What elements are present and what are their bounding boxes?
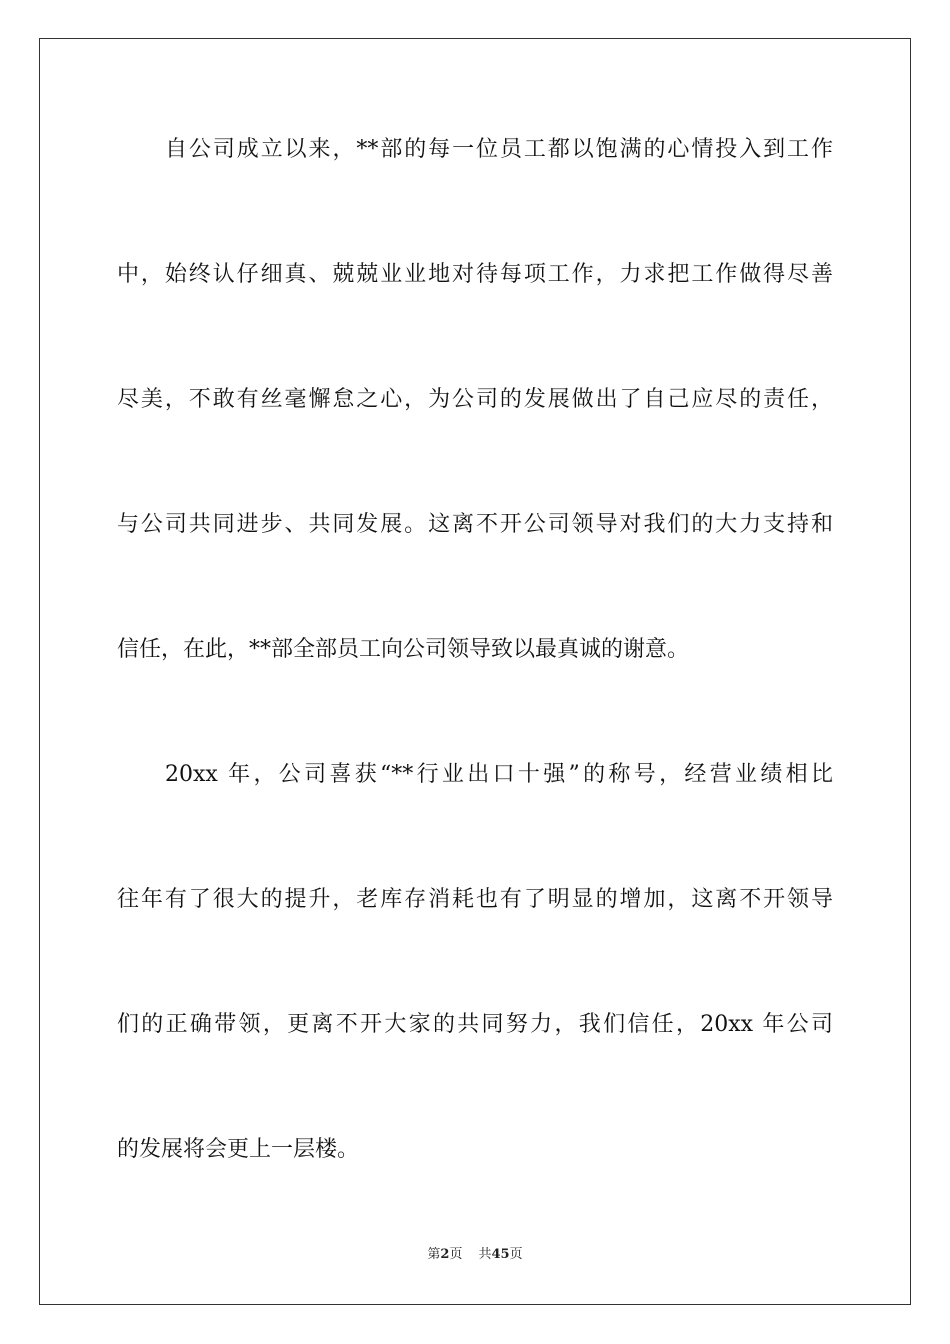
- paragraph-1-line-3: 尽美，不敢有丝毫懈怠之心，为公司的发展做出了自己应尽的责任，: [117, 387, 833, 412]
- total-suffix: 页: [509, 1247, 523, 1262]
- page-footer: [0, 1246, 950, 1264]
- page-number: 2: [440, 1247, 450, 1262]
- page-border: [39, 38, 911, 1305]
- paragraph-1-line-1: 自公司成立以来，**部的每一位员工都以饱满的心情投入到工作: [165, 137, 833, 162]
- total-pages: 45: [491, 1247, 510, 1262]
- paragraph-1-line-2: 中，始终认仔细真、兢兢业业地对待每项工作，力求把工作做得尽善: [117, 262, 833, 287]
- paragraph-2-line-3: 们的正确带领，更离不开大家的共同努力，我们信任，20xx 年公司: [117, 1012, 833, 1037]
- paragraph-1-line-4: 与公司共同进步、共同发展。这离不开公司领导对我们的大力支持和: [117, 512, 833, 537]
- paragraph-2-line-2: 往年有了很大的提升，老库存消耗也有了明显的增加，这离不开领导: [117, 887, 833, 912]
- total-prefix: 共: [478, 1247, 492, 1262]
- page-prefix: 第: [427, 1247, 441, 1262]
- paragraph-2-line-1: 20xx 年，公司喜获“**行业出口十强”的称号，经营业绩相比: [165, 762, 833, 787]
- page-suffix: 页: [449, 1247, 463, 1262]
- paragraph-1-line-5: 信任，在此，**部全部员工向公司领导致以最真诚的谢意。: [117, 637, 690, 662]
- paragraph-2-line-4: 的发展将会更上一层楼。: [117, 1137, 360, 1162]
